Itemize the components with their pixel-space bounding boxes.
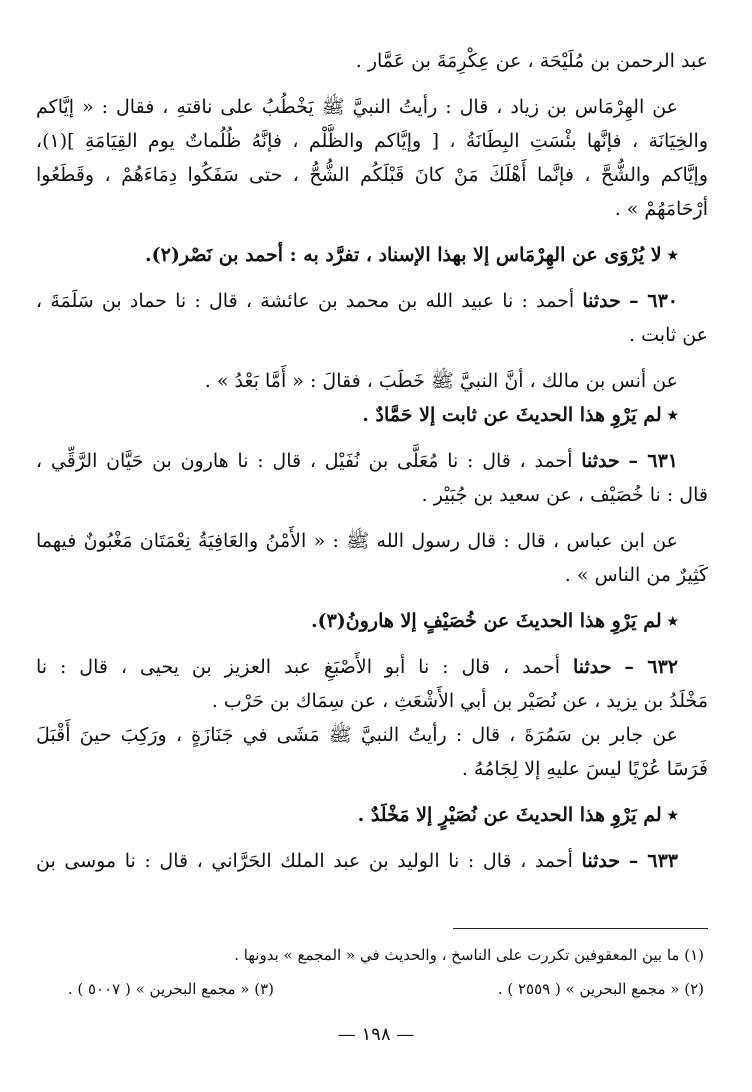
asterisk-icon: ٭ bbox=[667, 244, 678, 266]
hadith-number: ٦٣٠ – bbox=[629, 290, 679, 312]
chain-lead: حدثنا bbox=[581, 450, 620, 472]
hadith-note bbox=[36, 238, 708, 272]
hadith-chain bbox=[36, 444, 708, 478]
text-line: والخِيَانَة ، فإنَّها بئْسَتِ البِطَانَةُ ، [ وإيَّاكم والظُّلْم ، فإنَّهُ ظُلُماتٌ يوم القِيَامَةِ ](١)، bbox=[36, 130, 708, 152]
chain-text: أحمد : نا عبيد الله بن محمد بن عائشة ، قال : نا حماد بن سَلَمَةَ ، bbox=[36, 290, 583, 312]
hadith-number: ٦٣١ – bbox=[628, 450, 678, 472]
chain-lead: حدثنا bbox=[581, 850, 621, 872]
chain-lead: حدثنا bbox=[572, 656, 612, 678]
page-number: — ١٩٨ — bbox=[337, 1024, 415, 1045]
footnote-divider bbox=[453, 928, 708, 929]
asterisk-icon: ٭ bbox=[667, 404, 678, 426]
hadith-chain bbox=[36, 284, 708, 318]
text-line: قال : نا خُصَيْف ، عن سعيد بن جُبَيْر . bbox=[421, 484, 708, 506]
hadith-number: ٦٣٣ – bbox=[628, 850, 678, 872]
hadith-note-text: لم يَرْوِ هذا الحديثَ عن خُصَيْفٍ إلا هارونُ(٣). bbox=[310, 610, 662, 632]
text-line: كَثِيرٌ من الناس » . bbox=[564, 564, 708, 586]
hadith-note bbox=[36, 398, 708, 432]
text-line: عن ثابت . bbox=[629, 324, 708, 346]
hadith-text: عن ابن عباس ، قال : قال رسول الله ﷺ : « الأَمْنُ والعَافِيَةُ نِعْمَتَان مَغْبُونٌ فيهما bbox=[36, 530, 678, 552]
chain-text: أحمد ، قال : نا الوليد بن عبد الملك الحَرَّاني ، قال : نا موسى بن bbox=[36, 850, 582, 872]
hadith-note-text: لم يَرْوِ هذا الحديثَ عن نُصَيْرٍ إلا مَخْلَدٌ . bbox=[357, 804, 662, 826]
footnote-2: (٢) « مجمع البحرين » ( ٢٥٥٩ ) . bbox=[497, 980, 704, 998]
chain-lead: حدثنا bbox=[582, 290, 621, 312]
hadith-chain bbox=[36, 844, 708, 878]
text-line: عبد الرحمن بن مُلَيْحَة ، عن عِكْرِمَةَ بن عَمَّار . bbox=[355, 50, 708, 72]
hadith-note bbox=[36, 604, 708, 638]
footnote-1: (١) ما بين المعقوفين تكررت على الناسخ ، والحديث في « المجمع » بدونها . bbox=[234, 946, 704, 964]
text-line: وإيَّاكم والشُّحَّ ، فإنَّما أَهْلَكَ مَنْ كانَ قَبْلَكُم الشُّحُّ ، حتى سَفَكُوا دِمَاءَهُمْ ، وقَطَعُوا bbox=[36, 164, 708, 186]
text-line: عن الهِرْمَاس بن زياد ، قال : رأيتُ النبيَّ ﷺ يَخْطُبُ على ناقتهِ ، فقال : « إيَّاكم bbox=[36, 96, 678, 118]
chain-text: أحمد ، قال : نا أبو الأَصْبَغِ عبد العزيز بن يحيى ، قال : نا bbox=[36, 656, 573, 678]
hadith-note-text: لا يُرْوَى عن الهِرْمَاس إلا بهذا الإسناد ، تفرَّد به : أحمد بن نَصْر(٢). bbox=[145, 244, 662, 266]
text-line: أرْحَامَهُمْ » . bbox=[614, 198, 708, 220]
text-line: مَخْلَدُ بن يزيد ، عن نُصَيْر بن أبي الأَشْعَثِ ، عن سِمَاك بن حَرْب . bbox=[211, 690, 708, 712]
asterisk-icon: ٭ bbox=[667, 804, 678, 826]
footnote-3: (٣) « مجمع البحرين » ( ٥٠٠٧ ) . bbox=[67, 980, 274, 998]
hadith-note bbox=[36, 798, 708, 832]
hadith-text: عن أنس بن مالك ، أنَّ النبيَّ ﷺ خَطَبَ ، فقالَ : « أَمَّا بَعْدُ » . bbox=[204, 370, 678, 392]
hadith-text: عن جابر بن سَمُرَةَ ، قال : رأيتُ النبيَّ ﷺ مَشَى في جَنَازَةٍ ، ورَكِبَ حينَ أَقْبَلَ bbox=[36, 724, 678, 746]
hadith-chain bbox=[36, 650, 708, 684]
hadith-number: ٦٣٢ – bbox=[624, 656, 678, 678]
chain-text: أحمد ، قال : نا مُعَلَّى بن نُفَيْل ، قال : نا هارون بن حَيَّان الرَّقِّي ، bbox=[36, 450, 582, 472]
hadith-note-text: لم يَرْوِ هذا الحديثَ عن ثابت إلا حَمَّادٌ . bbox=[362, 404, 662, 426]
text-line: فَرَسًا عُرْيًا ليسَ عليهِ إلا لِجَامُهُ . bbox=[461, 758, 708, 780]
asterisk-icon: ٭ bbox=[667, 610, 678, 632]
